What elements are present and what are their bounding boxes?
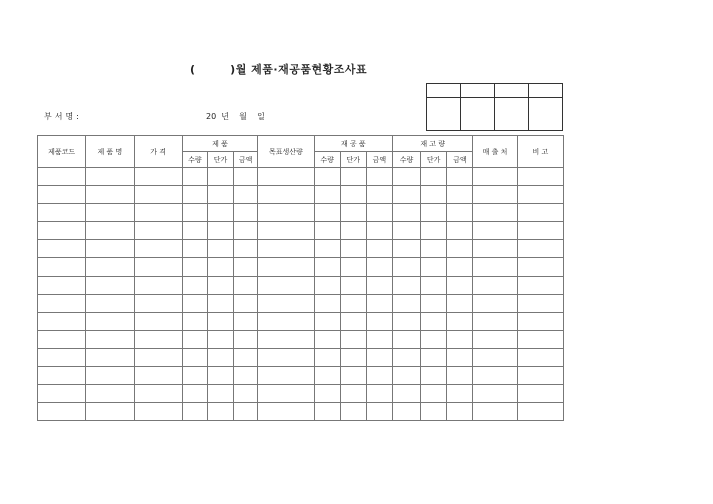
table-cell[interactable] bbox=[38, 294, 86, 312]
table-cell[interactable] bbox=[517, 312, 563, 330]
table-cell[interactable] bbox=[207, 168, 233, 186]
table-cell[interactable] bbox=[366, 258, 392, 276]
table-cell[interactable] bbox=[366, 240, 392, 258]
table-cell[interactable] bbox=[392, 276, 420, 294]
table-cell[interactable] bbox=[447, 186, 473, 204]
table-cell[interactable] bbox=[392, 330, 420, 348]
table-body bbox=[38, 168, 564, 421]
table-cell[interactable] bbox=[421, 186, 447, 204]
header-unit-price: 단가 bbox=[207, 152, 233, 168]
table-cell[interactable] bbox=[86, 240, 134, 258]
table-cell[interactable] bbox=[182, 276, 207, 294]
table-cell[interactable] bbox=[207, 294, 233, 312]
table-cell[interactable] bbox=[421, 258, 447, 276]
table-cell[interactable] bbox=[473, 403, 517, 421]
table-cell[interactable] bbox=[473, 367, 517, 385]
table-cell[interactable] bbox=[392, 168, 420, 186]
table-cell[interactable] bbox=[392, 204, 420, 222]
table-cell[interactable] bbox=[207, 348, 233, 366]
table-cell[interactable] bbox=[182, 385, 207, 403]
table-cell[interactable] bbox=[421, 168, 447, 186]
table-cell[interactable] bbox=[134, 204, 182, 222]
table-cell[interactable] bbox=[314, 367, 340, 385]
table-cell[interactable] bbox=[340, 276, 366, 294]
table-cell[interactable] bbox=[182, 312, 207, 330]
table-cell[interactable] bbox=[86, 258, 134, 276]
table-cell[interactable] bbox=[38, 367, 86, 385]
table-cell[interactable] bbox=[473, 258, 517, 276]
table-cell[interactable] bbox=[366, 330, 392, 348]
table-cell[interactable] bbox=[392, 385, 420, 403]
table-cell[interactable] bbox=[447, 222, 473, 240]
table-cell[interactable] bbox=[340, 168, 366, 186]
table-cell[interactable] bbox=[447, 240, 473, 258]
table-cell[interactable] bbox=[86, 222, 134, 240]
table-cell[interactable] bbox=[340, 367, 366, 385]
table-cell[interactable] bbox=[421, 385, 447, 403]
table-cell[interactable] bbox=[340, 348, 366, 366]
table-row bbox=[38, 276, 564, 294]
table-cell[interactable] bbox=[447, 385, 473, 403]
header-unit-price: 단가 bbox=[421, 152, 447, 168]
table-cell[interactable] bbox=[86, 330, 134, 348]
table-cell[interactable] bbox=[207, 222, 233, 240]
approval-cell[interactable] bbox=[461, 98, 495, 131]
table-cell[interactable] bbox=[86, 367, 134, 385]
table-cell[interactable] bbox=[392, 186, 420, 204]
table-cell[interactable] bbox=[517, 348, 563, 366]
header-qty: 수량 bbox=[392, 152, 420, 168]
table-cell[interactable] bbox=[340, 294, 366, 312]
table-cell[interactable] bbox=[234, 294, 258, 312]
table-cell[interactable] bbox=[473, 348, 517, 366]
table-cell[interactable] bbox=[447, 367, 473, 385]
header-product-code: 제품코드 bbox=[38, 136, 86, 168]
table-cell[interactable] bbox=[517, 385, 563, 403]
table-cell[interactable] bbox=[134, 294, 182, 312]
table-cell[interactable] bbox=[314, 312, 340, 330]
table-cell[interactable] bbox=[207, 240, 233, 258]
status-table bbox=[37, 135, 564, 421]
table-cell[interactable] bbox=[340, 204, 366, 222]
table-cell[interactable] bbox=[473, 276, 517, 294]
table-cell[interactable] bbox=[182, 330, 207, 348]
table-cell[interactable] bbox=[517, 403, 563, 421]
header-amount: 금액 bbox=[447, 152, 473, 168]
table-cell[interactable] bbox=[366, 294, 392, 312]
table-cell[interactable] bbox=[340, 258, 366, 276]
table-cell[interactable] bbox=[473, 240, 517, 258]
table-row bbox=[38, 294, 564, 312]
table-cell[interactable] bbox=[517, 168, 563, 186]
table-cell[interactable] bbox=[182, 258, 207, 276]
table-cell[interactable] bbox=[207, 276, 233, 294]
table-cell[interactable] bbox=[258, 367, 314, 385]
table-cell[interactable] bbox=[340, 222, 366, 240]
header-qty: 수량 bbox=[314, 152, 340, 168]
table-cell[interactable] bbox=[314, 276, 340, 294]
table-cell[interactable] bbox=[258, 258, 314, 276]
table-cell[interactable] bbox=[473, 294, 517, 312]
table-cell[interactable] bbox=[517, 258, 563, 276]
table-cell[interactable] bbox=[340, 186, 366, 204]
table-cell[interactable] bbox=[421, 294, 447, 312]
table-cell[interactable] bbox=[447, 294, 473, 312]
table-cell[interactable] bbox=[517, 330, 563, 348]
table-cell[interactable] bbox=[366, 186, 392, 204]
table-cell[interactable] bbox=[134, 258, 182, 276]
table-cell[interactable] bbox=[86, 186, 134, 204]
table-cell[interactable] bbox=[366, 168, 392, 186]
table-cell[interactable] bbox=[182, 204, 207, 222]
table-cell[interactable] bbox=[258, 348, 314, 366]
table-cell[interactable] bbox=[421, 330, 447, 348]
table-cell[interactable] bbox=[421, 222, 447, 240]
header-price: 가 격 bbox=[134, 136, 182, 168]
table-cell[interactable] bbox=[366, 403, 392, 421]
table-cell[interactable] bbox=[258, 330, 314, 348]
table-cell[interactable] bbox=[234, 186, 258, 204]
table-cell[interactable] bbox=[473, 204, 517, 222]
table-row bbox=[38, 367, 564, 385]
header-qty: 수량 bbox=[182, 152, 207, 168]
table-cell[interactable] bbox=[447, 258, 473, 276]
table-row bbox=[38, 312, 564, 330]
approval-cell[interactable] bbox=[495, 98, 529, 131]
table-cell[interactable] bbox=[207, 403, 233, 421]
table-cell[interactable] bbox=[392, 312, 420, 330]
department-label: 부서명: bbox=[44, 112, 82, 121]
table-cell[interactable] bbox=[314, 403, 340, 421]
table-cell[interactable] bbox=[86, 385, 134, 403]
header-product-group: 제 품 bbox=[182, 136, 257, 152]
table-cell[interactable] bbox=[38, 186, 86, 204]
table-cell[interactable] bbox=[473, 385, 517, 403]
table-cell[interactable] bbox=[447, 330, 473, 348]
table-cell[interactable] bbox=[366, 348, 392, 366]
table-cell[interactable] bbox=[234, 385, 258, 403]
table-row bbox=[38, 258, 564, 276]
table-cell[interactable] bbox=[258, 222, 314, 240]
table-row bbox=[38, 204, 564, 222]
table-cell[interactable] bbox=[134, 312, 182, 330]
header-target-production: 목표생산량 bbox=[258, 136, 314, 168]
table-cell[interactable] bbox=[314, 222, 340, 240]
table-cell[interactable] bbox=[421, 367, 447, 385]
table-cell[interactable] bbox=[182, 240, 207, 258]
table-cell[interactable] bbox=[340, 403, 366, 421]
table-cell[interactable] bbox=[473, 168, 517, 186]
approval-box bbox=[426, 83, 563, 131]
approval-cell[interactable] bbox=[529, 84, 563, 98]
header-amount: 금액 bbox=[366, 152, 392, 168]
table-cell[interactable] bbox=[447, 204, 473, 222]
table-cell[interactable] bbox=[421, 312, 447, 330]
table-row bbox=[38, 222, 564, 240]
header-wip-group: 재 공 품 bbox=[314, 136, 392, 152]
table-cell[interactable] bbox=[182, 367, 207, 385]
table-cell[interactable] bbox=[207, 367, 233, 385]
table-row bbox=[38, 348, 564, 366]
table-cell[interactable] bbox=[182, 403, 207, 421]
table-cell[interactable] bbox=[207, 385, 233, 403]
table-cell[interactable] bbox=[86, 403, 134, 421]
table-cell[interactable] bbox=[392, 348, 420, 366]
table-cell[interactable] bbox=[134, 385, 182, 403]
header-unit-price: 단가 bbox=[340, 152, 366, 168]
table-cell[interactable] bbox=[447, 348, 473, 366]
table-cell[interactable] bbox=[182, 294, 207, 312]
table-cell[interactable] bbox=[258, 385, 314, 403]
table-cell[interactable] bbox=[473, 330, 517, 348]
table-cell[interactable] bbox=[38, 240, 86, 258]
table-cell[interactable] bbox=[447, 312, 473, 330]
table-cell[interactable] bbox=[421, 403, 447, 421]
table-cell[interactable] bbox=[234, 367, 258, 385]
table-cell[interactable] bbox=[392, 367, 420, 385]
table-cell[interactable] bbox=[340, 312, 366, 330]
approval-cell[interactable] bbox=[461, 84, 495, 98]
header-remarks: 비 고 bbox=[517, 136, 563, 168]
table-cell[interactable] bbox=[314, 348, 340, 366]
table-cell[interactable] bbox=[258, 168, 314, 186]
table-cell[interactable] bbox=[38, 385, 86, 403]
table-cell[interactable] bbox=[314, 330, 340, 348]
table-cell[interactable] bbox=[38, 348, 86, 366]
table-cell[interactable] bbox=[86, 348, 134, 366]
table-cell[interactable] bbox=[38, 330, 86, 348]
table-cell[interactable] bbox=[258, 403, 314, 421]
table-cell[interactable] bbox=[207, 312, 233, 330]
table-cell[interactable] bbox=[234, 258, 258, 276]
header-sales: 매 출 처 bbox=[473, 136, 517, 168]
table-cell[interactable] bbox=[38, 258, 86, 276]
table-cell[interactable] bbox=[517, 367, 563, 385]
table-cell[interactable] bbox=[392, 240, 420, 258]
table-cell[interactable] bbox=[134, 330, 182, 348]
table-cell[interactable] bbox=[517, 294, 563, 312]
table-cell[interactable] bbox=[234, 403, 258, 421]
table-cell[interactable] bbox=[134, 168, 182, 186]
table-cell[interactable] bbox=[38, 204, 86, 222]
table-cell[interactable] bbox=[340, 385, 366, 403]
table-cell[interactable] bbox=[207, 330, 233, 348]
table-cell[interactable] bbox=[234, 348, 258, 366]
table-cell[interactable] bbox=[421, 204, 447, 222]
table-cell[interactable] bbox=[86, 312, 134, 330]
table-cell[interactable] bbox=[517, 276, 563, 294]
table-cell[interactable] bbox=[134, 240, 182, 258]
table-cell[interactable] bbox=[473, 222, 517, 240]
table-cell[interactable] bbox=[234, 240, 258, 258]
table-cell[interactable] bbox=[258, 294, 314, 312]
table-cell[interactable] bbox=[314, 186, 340, 204]
table-cell[interactable] bbox=[421, 240, 447, 258]
table-cell[interactable] bbox=[314, 294, 340, 312]
table-cell[interactable] bbox=[517, 186, 563, 204]
table-cell[interactable] bbox=[258, 186, 314, 204]
table-cell[interactable] bbox=[38, 403, 86, 421]
table-cell[interactable] bbox=[366, 367, 392, 385]
table-cell[interactable] bbox=[134, 222, 182, 240]
table-cell[interactable] bbox=[38, 312, 86, 330]
table-cell[interactable] bbox=[392, 294, 420, 312]
table-cell[interactable] bbox=[258, 312, 314, 330]
approval-cell[interactable] bbox=[427, 98, 461, 131]
table-cell[interactable] bbox=[207, 204, 233, 222]
table-cell[interactable] bbox=[340, 330, 366, 348]
table-cell[interactable] bbox=[421, 276, 447, 294]
table-cell[interactable] bbox=[38, 222, 86, 240]
header-stock-group: 재 고 량 bbox=[392, 136, 472, 152]
table-cell[interactable] bbox=[38, 276, 86, 294]
table-cell[interactable] bbox=[134, 186, 182, 204]
table-cell[interactable] bbox=[258, 204, 314, 222]
table-cell[interactable] bbox=[182, 348, 207, 366]
table-row bbox=[38, 385, 564, 403]
table-cell[interactable] bbox=[473, 186, 517, 204]
table-cell[interactable] bbox=[234, 204, 258, 222]
table-cell[interactable] bbox=[366, 222, 392, 240]
table-cell[interactable] bbox=[234, 222, 258, 240]
table-row bbox=[38, 403, 564, 421]
table-cell[interactable] bbox=[447, 276, 473, 294]
date-label: 20 년 월 일 bbox=[206, 112, 265, 121]
table-cell[interactable] bbox=[314, 204, 340, 222]
table-cell[interactable] bbox=[340, 240, 366, 258]
table-cell[interactable] bbox=[447, 403, 473, 421]
table-cell[interactable] bbox=[86, 294, 134, 312]
table-cell[interactable] bbox=[134, 348, 182, 366]
form-title: ( )월 제품·재공품현황조사표 bbox=[190, 63, 368, 76]
table-cell[interactable] bbox=[517, 204, 563, 222]
table-row bbox=[38, 186, 564, 204]
table-cell[interactable] bbox=[314, 385, 340, 403]
table-row bbox=[38, 168, 564, 186]
table-cell[interactable] bbox=[314, 240, 340, 258]
table-cell[interactable] bbox=[234, 276, 258, 294]
table-cell[interactable] bbox=[314, 168, 340, 186]
table-cell[interactable] bbox=[207, 258, 233, 276]
header-amount: 금액 bbox=[234, 152, 258, 168]
table-cell[interactable] bbox=[134, 367, 182, 385]
table-cell[interactable] bbox=[366, 385, 392, 403]
table-cell[interactable] bbox=[447, 168, 473, 186]
table-cell[interactable] bbox=[182, 168, 207, 186]
table-cell[interactable] bbox=[366, 312, 392, 330]
header-product-name: 제 품 명 bbox=[86, 136, 134, 168]
table-cell[interactable] bbox=[86, 204, 134, 222]
table-cell[interactable] bbox=[392, 258, 420, 276]
table-cell[interactable] bbox=[134, 276, 182, 294]
table-cell[interactable] bbox=[421, 348, 447, 366]
table-cell[interactable] bbox=[207, 186, 233, 204]
table-row bbox=[38, 240, 564, 258]
table-cell[interactable] bbox=[473, 312, 517, 330]
table-cell[interactable] bbox=[366, 276, 392, 294]
table-cell[interactable] bbox=[86, 276, 134, 294]
approval-cell[interactable] bbox=[495, 84, 529, 98]
table-cell[interactable] bbox=[517, 240, 563, 258]
approval-cell[interactable] bbox=[427, 84, 461, 98]
table-cell[interactable] bbox=[234, 168, 258, 186]
table-cell[interactable] bbox=[258, 276, 314, 294]
table-cell[interactable] bbox=[134, 403, 182, 421]
table-cell[interactable] bbox=[392, 403, 420, 421]
table-cell[interactable] bbox=[392, 222, 420, 240]
table-cell[interactable] bbox=[182, 186, 207, 204]
table-cell[interactable] bbox=[314, 258, 340, 276]
table-cell[interactable] bbox=[182, 222, 207, 240]
approval-cell[interactable] bbox=[529, 98, 563, 131]
table-cell[interactable] bbox=[234, 330, 258, 348]
table-cell[interactable] bbox=[366, 204, 392, 222]
table-cell[interactable] bbox=[517, 222, 563, 240]
table-cell[interactable] bbox=[86, 168, 134, 186]
table-row bbox=[38, 330, 564, 348]
table-cell[interactable] bbox=[38, 168, 86, 186]
table-cell[interactable] bbox=[234, 312, 258, 330]
table-cell[interactable] bbox=[258, 240, 314, 258]
